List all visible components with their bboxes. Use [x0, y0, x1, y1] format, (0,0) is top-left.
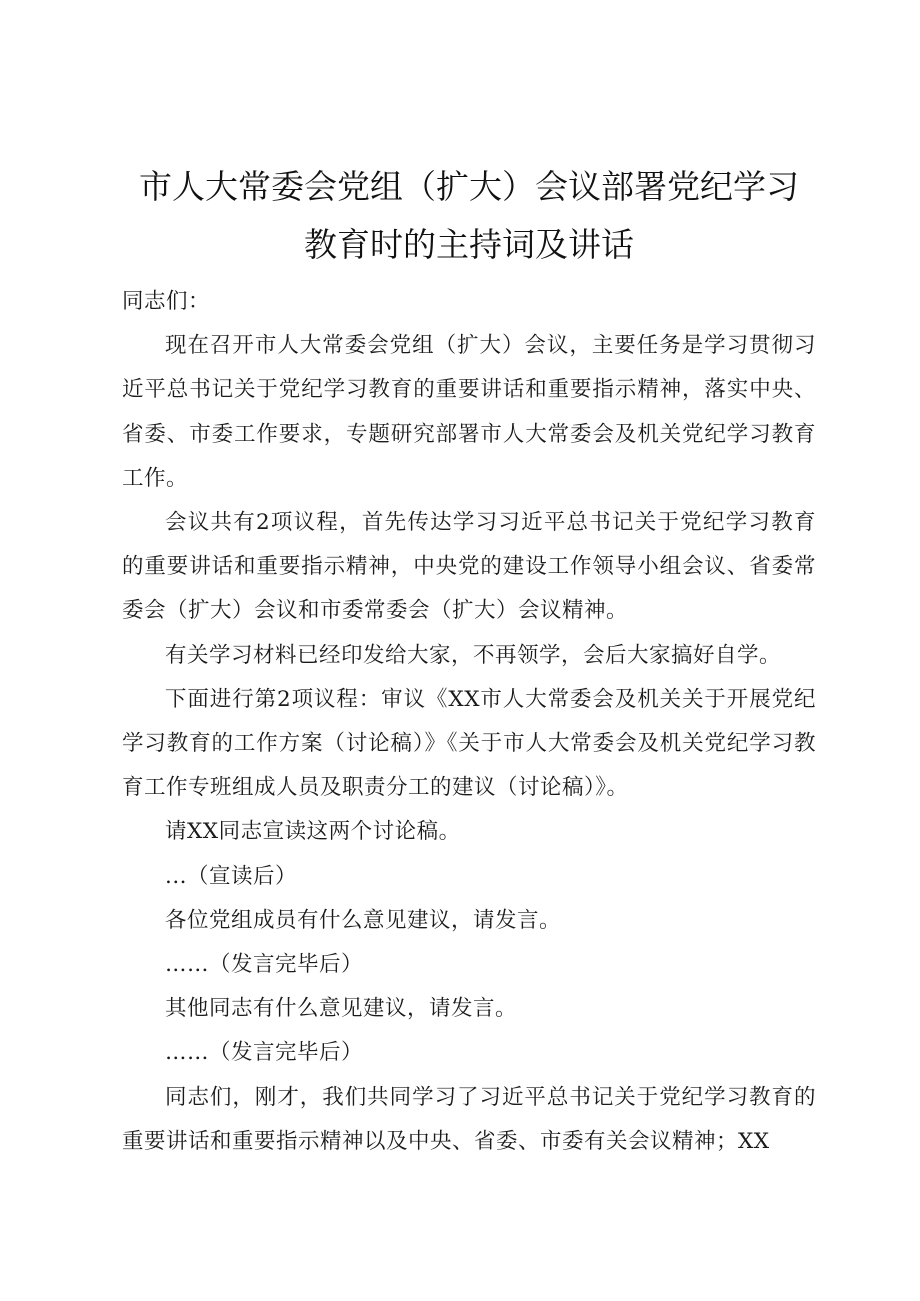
paragraph-others-comments: 其他同志有什么意见建议，请发言。: [165, 996, 518, 1022]
document-title-line-1: 市人大常委会党组（扩大）会议部署党纪学习: [139, 167, 799, 206]
paragraph-after-speech-1: ……（发言完毕后）: [165, 952, 364, 978]
paragraph-agenda: 会议共有2项议程，首先传达学习习近平总书记关于党纪学习教育的重要讲话和重要指示精神，中央党的建设工作领导小组会议、省委常委会（扩大）会议和市委常委会（扩大）会议精神。: [122, 510, 816, 624]
paragraph-closing: 同志们，刚才，我们共同学习了习近平总书记关于党纪学习教育的重要讲话和重要指示精神以及中央、省委、市委有关会议精神；XX: [122, 1084, 816, 1154]
paragraph-materials: 有关学习材料已经印发给大家，不再领学，会后大家搞好自学。: [165, 642, 782, 668]
paragraph-after-reading: ...（宣读后）: [165, 863, 298, 889]
salutation: 同志们：: [122, 289, 211, 314]
paragraph-reading-request: 请XX同志宣读这两个讨论稿。: [165, 819, 461, 845]
document-title-line-2: 教育时的主持词及讲话: [304, 225, 634, 264]
document-page: [122, 158, 816, 1164]
document-body: [122, 280, 816, 1164]
document-title: [122, 158, 816, 274]
paragraph-opening: 现在召开市人大常委会党组（扩大）会议，主要任务是学习贯彻习近平总书记关于党纪学习教育的重要讲话和重要指示精神，落实中央、省委、市委工作要求，专题研究部署市人大常委会及机关党纪学习教育工作。: [122, 333, 816, 491]
paragraph-second-item: 下面进行第2项议程：审议《XX市人大常委会及机关关于开展党纪学习教育的工作方案（讨论稿）》《关于市人大常委会及机关党纪学习教育工作专班组成人员及职责分工的建议（讨论稿）》。: [122, 686, 816, 801]
paragraph-after-speech-2: ……（发言完毕后）: [165, 1040, 364, 1066]
paragraph-members-comments: 各位党组成员有什么意见建议，请发言。: [165, 907, 562, 933]
